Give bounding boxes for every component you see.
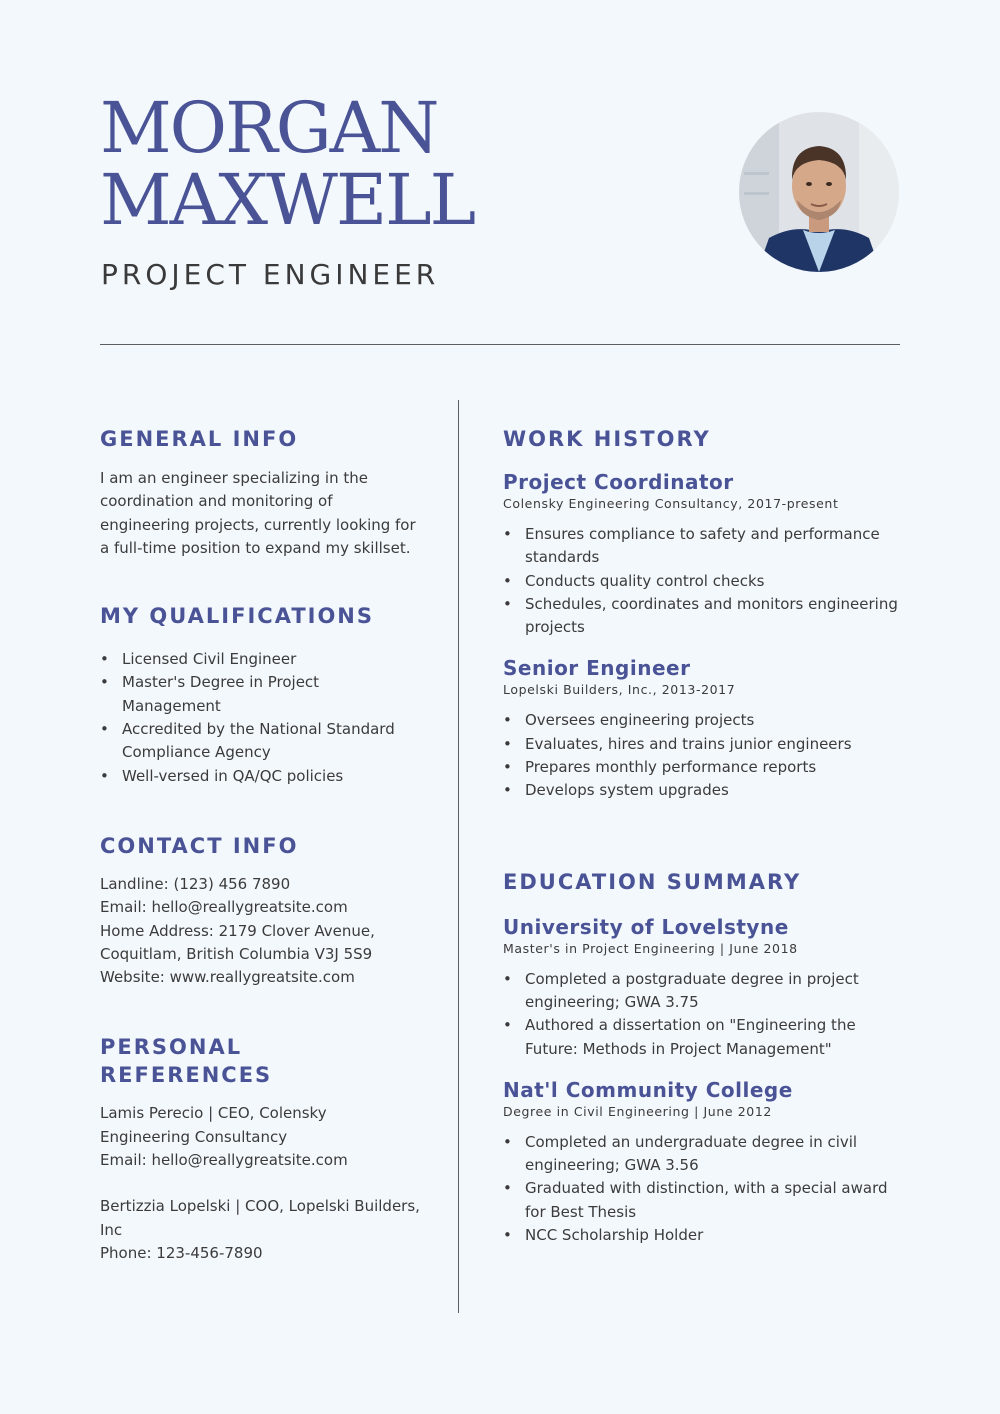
job-entry	[503, 655, 903, 802]
list-item: • Ensures compliance to safety and performance standards	[503, 523, 903, 570]
email-link[interactable]: Email: hello@reallygreatsite.com	[100, 898, 348, 917]
job-title: Project Coordinator	[503, 470, 734, 494]
education-section	[503, 868, 903, 1248]
list-item: • Graduated with distinction, with a special award for Best Thesis	[503, 1177, 903, 1224]
list-item: • Licensed Civil Engineer	[100, 648, 420, 671]
qualifications-list	[100, 648, 420, 788]
education-bullets	[503, 1131, 903, 1247]
reference-name: Bertizzia Lopelski | COO, Lopelski Builders, Inc	[100, 1197, 420, 1239]
degree-subtitle: Degree in Civil Engineering | June 2012	[503, 1103, 772, 1119]
full-name	[100, 87, 475, 241]
list-item: • Schedules, coordinates and monitors engineering projects	[503, 593, 903, 640]
school-name: Nat'l Community College	[503, 1077, 793, 1102]
list-item: • Develops system upgrades	[503, 779, 903, 802]
section-heading: PERSONAL REFERENCES	[100, 1035, 273, 1088]
list-item: • Completed a postgraduate degree in project engineering; GWA 3.75	[503, 968, 903, 1015]
general-info-section	[100, 425, 420, 560]
section-heading: WORK HISTORY	[503, 427, 711, 451]
education-bullets	[503, 968, 903, 1061]
job-bullets	[503, 523, 903, 639]
contact-section	[100, 832, 420, 989]
job-bullets	[503, 709, 903, 802]
section-heading: GENERAL INFO	[100, 427, 299, 451]
reference-name: Lamis Perecio | CEO, Colensky Engineering Consultancy	[100, 1104, 327, 1146]
portrait-illustration	[739, 112, 899, 272]
degree-subtitle: Master's in Project Engineering | June 2018	[503, 940, 798, 956]
education-entry	[503, 914, 903, 1061]
list-item: • Evaluates, hires and trains junior engineers	[503, 733, 903, 756]
list-item: • Conducts quality control checks	[503, 570, 903, 593]
qualifications-section	[100, 602, 420, 788]
address-text: Home Address: 2179 Clover Avenue, Coquitlam, British Columbia V3J 5S9	[100, 921, 375, 963]
email-link[interactable]: Email: hello@reallygreatsite.com	[100, 1151, 348, 1170]
education-entry	[503, 1077, 903, 1247]
job-subtitle: Lopelski Builders, Inc., 2013-2017	[503, 682, 736, 698]
job-subtitle: Colensky Engineering Consultancy, 2017-present	[503, 496, 839, 511]
section-heading: MY QUALIFICATIONS	[100, 604, 375, 629]
school-name: University of Lovelstyne	[503, 914, 789, 939]
section-heading: CONTACT INFO	[100, 833, 299, 858]
last-name: MAXWELL	[100, 159, 475, 241]
column-divider	[458, 400, 459, 1313]
list-item: • Well-versed in QA/QC policies	[100, 765, 420, 788]
summary-text: I am an engineer specializing in the coordination and monitoring of engineering projects, currently looking for a full-time position to expand my skillset.	[100, 469, 416, 557]
phone-text: Phone: 123-456-7890	[100, 1243, 263, 1262]
landline-text: Landline: (123) 456 7890	[100, 874, 291, 893]
list-item: • NCC Scholarship Holder	[503, 1224, 903, 1247]
first-name: MORGAN	[100, 87, 438, 169]
list-item: • Master's Degree in Project Management	[100, 671, 420, 718]
website-link[interactable]: Website: www.reallygreatsite.com	[100, 968, 355, 987]
list-item: • Oversees engineering projects	[503, 709, 903, 732]
list-item: • Completed an undergraduate degree in civil engineering; GWA 3.56	[503, 1131, 903, 1178]
header-divider	[100, 344, 900, 345]
profile-photo	[739, 112, 899, 272]
job-entry	[503, 469, 903, 639]
job-title: Senior Engineer	[503, 656, 691, 681]
list-item: • Accredited by the National Standard Compliance Agency	[100, 718, 420, 765]
references-section	[100, 1033, 420, 1265]
list-item: • Authored a dissertation on "Engineering the Future: Methods in Project Management"	[503, 1014, 903, 1061]
list-item: • Prepares monthly performance reports	[503, 756, 903, 779]
work-history-section	[503, 425, 903, 803]
job-title: PROJECT ENGINEER	[101, 258, 440, 291]
left-column	[100, 425, 420, 1265]
section-heading: EDUCATION SUMMARY	[503, 869, 802, 894]
right-column	[503, 425, 903, 1247]
